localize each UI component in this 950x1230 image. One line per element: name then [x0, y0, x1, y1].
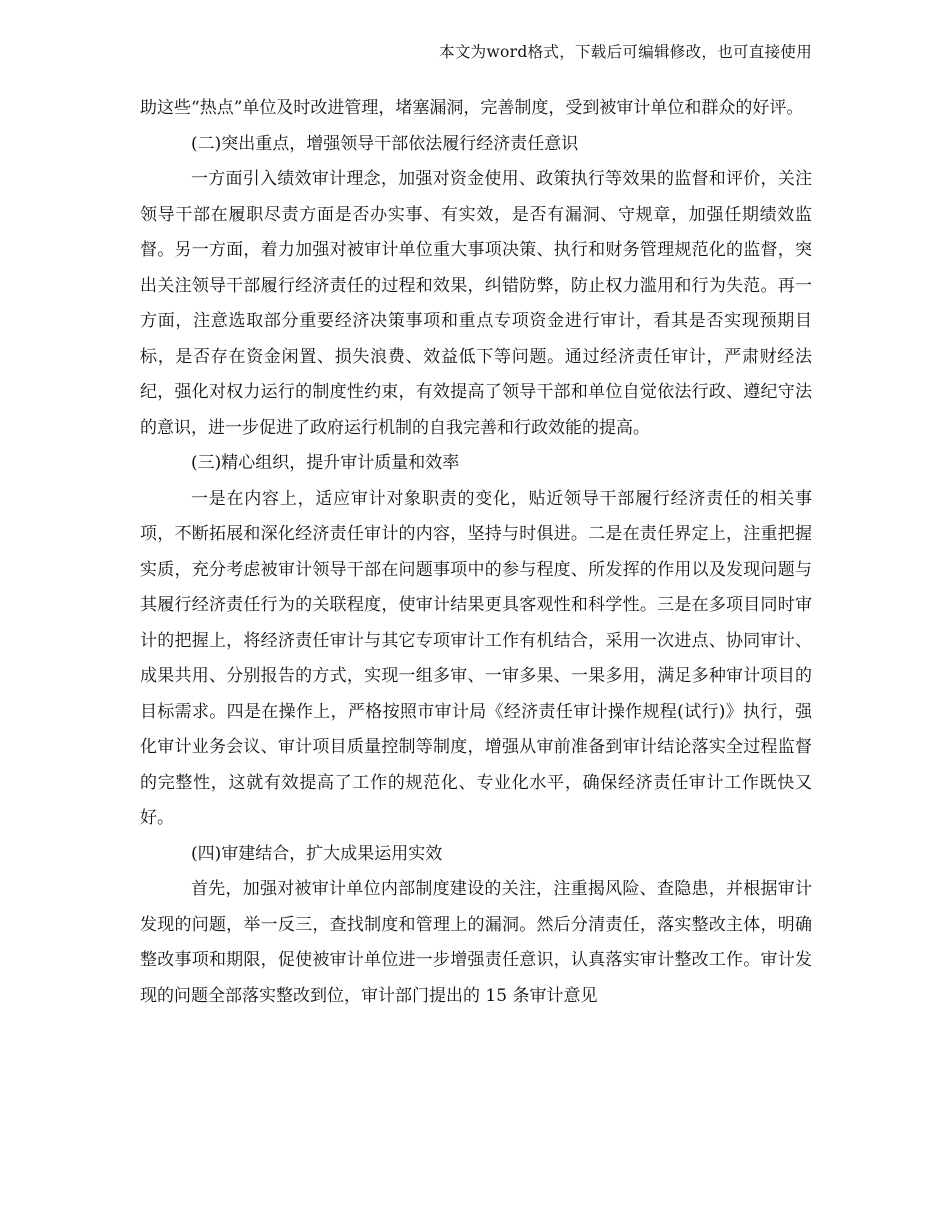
paragraph-rectification: 首先，加强对被审计单位内部制度建设的关注，注重揭风险、查隐患，并根据审计发现的问题，举一反三，查找制度和管理上的漏洞。然后分清责任，落实整改主体，明确整改事项和期限，促使被审计单位进一步增强责任意识，认真落实审计整改工作。审计发现的问题全部落实整改到位，审计部门提出的 15 条审计意见 [140, 879, 812, 1006]
section-heading-4: (四)审建结合，扩大成果运用实效 [191, 843, 443, 864]
section-heading-3: (三)精心组织，提升审计质量和效率 [191, 453, 460, 473]
paragraph-audit-quality: 一是在内容上，适应审计对象职责的变化，贴近领导干部履行经济责任的相关事项，不断拓展和深化经济责任审计的内容，坚持与时俱进。二是在责任界定上，注重把握实质，充分考虑被审计领导干部在问题事项中的参与程度、所发挥的作用以及发现问题与其履行经济责任行为的关联程度，使审计结果更具客观性和科学性。三是在多项目同时审计的把握上，将经济责任审计与其它专项审计工作有机结合，采用一次进点、协同审计、成果共用、分别报告的方式，实现一组多审、一审多果、一果多用，满足多种审计项目的目标需求。四是在操作上，严格按照市审计局《经济责任审计操作规程(试行)》执行，强化审计业务会议、审计项目质量控制等制度，增强从审前准备到审计结论落实全过程监督的完整性，这就有效提高了工作的规范化、专业化水平，确保经济责任审计工作既快又好。 [140, 488, 812, 828]
paragraph-continuation: 助这些“热点”单位及时改进管理，堵塞漏洞，完善制度，受到被审计单位和群众的好评。 [140, 98, 804, 118]
document-body [140, 91, 812, 1014]
header-note: 本文为word格式，下载后可编辑修改，也可直接使用 [439, 43, 812, 61]
paragraph-performance-audit: 一方面引入绩效审计理念，加强对资金使用、政策执行等效果的监督和评价，关注领导干部在履职尽责方面是否办实事、有实效，是否有漏洞、守规章，加强任期绩效监督。另一方面，着力加强对被审计单位重大事项决策、执行和财务管理规范化的监督，突出关注领导干部履行经济责任的过程和效果，纠错防弊，防止权力滥用和行为失范。再一方面，注意选取部分重要经济决策事项和重点专项资金进行审计，看其是否实现预期目标，是否存在资金闲置、损失浪费、效益低下等问题。通过经济责任审计，严肃财经法纪，强化对权力运行的制度性约束，有效提高了领导干部和单位自觉依法行政、遵纪守法的意识，进一步促进了政府运行机制的自我完善和行政效能的提高。 [140, 169, 812, 438]
section-heading-2: (二)突出重点，增强领导干部依法履行经济责任意识 [191, 133, 579, 154]
